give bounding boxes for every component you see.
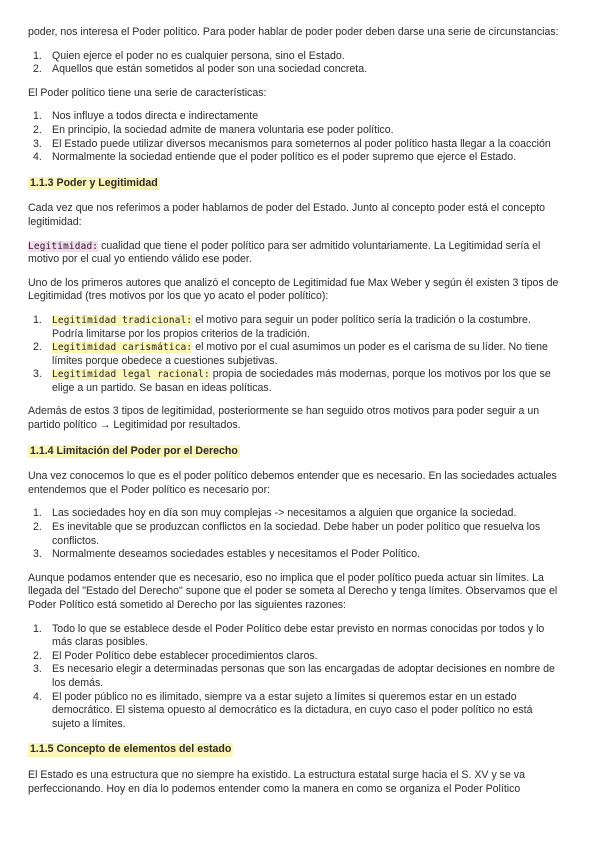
list-item: 4. El poder público no es ilimitado, siempre va a estar sujeto a límites si queremos estar en un estado democrático. El sistema opuesto al democrático es la dictadura, en cuyo caso el poder político no está sujeto a límites.	[33, 690, 533, 730]
paragraph: Uno de los primeros autores que analizó el concepto de Legitimidad fue Max Weber y según él existen 3 tipos de Legitimidad (tres motivos por los que yo acato el poder político):	[28, 276, 559, 303]
section-1-1-4	[28, 443, 560, 732]
caracteristicas-list	[28, 110, 560, 164]
intro-paragraph: poder, nos interesa el Poder político. Para poder hablar de poder poder deben darse una serie de circunstancias:	[28, 26, 559, 38]
handwritten-label: Legitimidad carismática:	[52, 342, 193, 354]
section-heading: 1.1.3 Poder y Legitimidad	[30, 176, 158, 189]
handwritten-label: Legitimidad:	[28, 240, 99, 252]
list-item: 1. Todo lo que se establece desde el Poder Político debe estar previsto en normas conocidas por todos y lo más claras posibles.	[33, 622, 545, 649]
paragraph: Cada vez que nos referimos a poder hablamos de poder del Estado. Junto al concepto poder está el concepto legitimidad:	[28, 202, 546, 228]
paragraph: Además de estos 3 tipos de legitimidad, posteriormente se han seguido otros motivos para poder seguir a un partido político → Legitimidad por resultados.	[28, 405, 540, 432]
razones-list	[28, 507, 560, 561]
handwritten-label: Legitimidad tradicional:	[52, 314, 193, 326]
list-item: 1. Legitimidad tradicional: el motivo para seguir un poder político sería la tradición o la costumbre. Podría limitarse por los propios criterios de la tradición.	[33, 313, 531, 340]
section-1-1-3	[28, 175, 560, 433]
list-item: 2. El Poder Político debe establecer procedimientos claros.	[33, 649, 318, 662]
definition-paragraph: Legitimidad: cualidad que tiene el poder político para ser admitido voluntariamente. La Legitimidad sería el motivo por el cual yo entiendo válido ese poder.	[28, 239, 541, 266]
list-item: 3. Legitimidad legal racional: propia de sociedades más modernas, porque los motivos por los que se elige a un partido. Se basan en ideas políticas.	[33, 368, 551, 394]
paragraph: Una vez conocemos lo que es el poder político debemos entender que es necesario. En las sociedades actuales entendemos que el Poder político es necesario por:	[28, 470, 557, 496]
paragraph: Aunque podamos entender que es necesario, eso no implica que el poder político pueda actuar sin límites. La llegada del "Estado del Derecho" supone que el poder se someta al Derecho y tenga límites. Observamos que el Poder Político está sometido al Derecho por las siguientes razones:	[28, 571, 558, 611]
list-item: 2. Legitimidad carismática: el motivo por el cual asumimos un poder es el carisma de su líder. No tiene límites porque obedece a cuestiones subjetivas.	[33, 341, 548, 367]
list-item: 1. Nos influye a todos directa e indirectamente	[33, 110, 259, 123]
list-item: 2. En principio, la sociedad admite de manera voluntaria ese poder político.	[33, 123, 394, 136]
tipos-legitimidad-list	[28, 314, 560, 396]
paragraph: El Estado es una estructura que no siempre ha existido. La estructura estatal surge hacia el S. XV y se va perfeccionando. Hoy en día lo podemos entender como la manera en como se organiza el Poder Político	[28, 768, 526, 795]
list-item: 2. Es inevitable que se produzcan conflictos en la sociedad. Debe haber un poder político que resuelva los conflictos.	[33, 521, 541, 547]
list-item: 2. Aquellos que están sometidos al poder son una sociedad concreta.	[33, 63, 368, 76]
section-heading: 1.1.4 Limitación del Poder por el Derecho	[30, 444, 238, 457]
list-item: 4. Normalmente la sociedad entiende que el poder político es el poder supremo que ejerce el Estado.	[33, 151, 517, 164]
list-item: 1. Las sociedades hoy en día son muy complejas -> necesitamos a alguien que organice la sociedad.	[33, 507, 517, 520]
circunstancias-list	[28, 50, 560, 77]
handwritten-label: Legitimidad legal racional:	[52, 369, 210, 381]
list-item: 3. Es necesario elegir a determinadas personas que son las encargadas de adoptar decisiones en nombre de los demás.	[33, 663, 555, 689]
section-heading: 1.1.5 Concepto de elementos del estado	[30, 743, 232, 756]
list-item: 3. Normalmente deseamos sociedades estables y necesitamos el Poder Político.	[33, 548, 421, 561]
list-item: 1. Quien ejerce el poder no es cualquier persona, sino el Estado.	[33, 49, 345, 62]
caracteristicas-intro: El Poder político tiene una serie de características:	[28, 86, 267, 99]
razones-derecho-list	[28, 623, 560, 732]
list-item: 3. El Estado puede utilizar diversos mecanismos para someternos al poder político hasta llegar a la coacción	[33, 137, 551, 150]
section-1-1-5	[28, 741, 560, 796]
